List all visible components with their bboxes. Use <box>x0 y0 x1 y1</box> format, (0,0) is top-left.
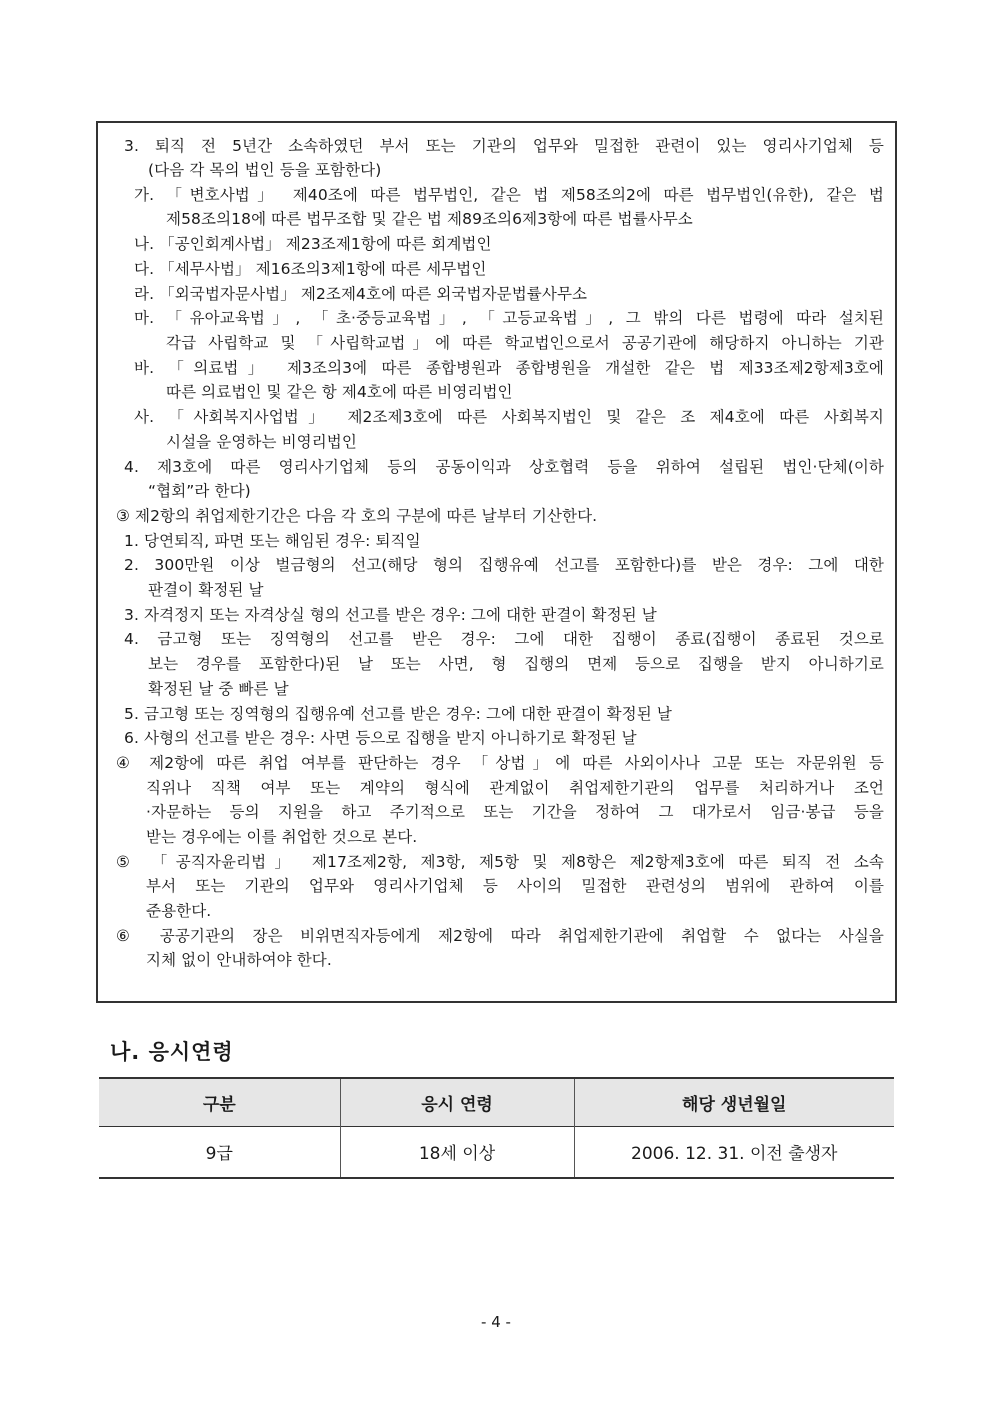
box-line: 따른 의료법인 및 같은 항 제4호에 따른 비영리법인 <box>166 383 513 401</box>
box-line: 제58조의18에 따른 법무조합 및 같은 법 제89조의6제3항에 따른 법률사무소 <box>166 210 693 228</box>
box-line: 라. 「외국법자문사법」 제2조제4호에 따른 외국법자문법률사무소 <box>134 285 588 303</box>
box-line: 4. 금고형 또는 징역형의 선고를 받은 경우: 그에 대한 집행이 종료(집행이 종료된 것으로 <box>124 630 884 648</box>
table-cell: 9급 <box>99 1126 340 1178</box>
box-line: 확정된 날 중 빠른 날 <box>148 680 289 698</box>
page-number: - 4 - <box>481 1313 511 1331</box>
box-line: 사. 「사회복지사업법」 제2조제3호에 따른 사회복지법인 및 같은 조 제4호에 따른 사회복지 <box>134 408 884 426</box>
box-line: (다음 각 목의 법인 등을 포함한다) <box>148 161 382 179</box>
table-header-row <box>99 1078 894 1126</box>
table-header-cell: 구분 <box>99 1078 340 1126</box>
table-row <box>99 1126 894 1178</box>
table-header-cell: 응시 연령 <box>340 1078 574 1126</box>
box-line: 판결이 확정된 날 <box>148 581 264 599</box>
box-line: ⑤ 「공직자윤리법」 제17조제2항, 제3항, 제5항 및 제8항은 제2항제3호에 따른 퇴직 전 소속 <box>116 853 884 871</box>
age-requirement-table <box>99 1077 894 1179</box>
box-line: ·자문하는 등의 지원을 하고 주기적으로 또는 기간을 정하여 그 대가로서 임금·봉급 등을 <box>146 803 884 821</box>
box-line: 다. 「세무사법」 제16조의3제1항에 따른 세무법인 <box>134 260 487 278</box>
table-header-cell: 해당 생년월일 <box>574 1078 894 1126</box>
box-line: 3. 퇴직 전 5년간 소속하였던 부서 또는 기관의 업무와 밀접한 관련이 있는 영리사기업체 등 <box>124 137 884 155</box>
box-line: 나. 「공인회계사법」 제23조제1항에 따른 회계법인 <box>134 235 492 253</box>
box-line: 시설을 운영하는 비영리법인 <box>166 433 357 451</box>
box-line: 바. 「의료법」 제3조의3에 따른 종합병원과 종합병원을 개설한 같은 법 제33조제2항제3호에 <box>134 359 884 377</box>
table-cell: 2006. 12. 31. 이전 출생자 <box>574 1126 894 1178</box>
box-line: ⑥ 공공기관의 장은 비위면직자등에게 제2항에 따라 취업제한기관에 취업할 수 없다는 사실을 <box>116 927 884 945</box>
box-line: ③ 제2항의 취업제한기간은 다음 각 호의 구분에 따른 날부터 기산한다. <box>116 507 598 525</box>
box-line: 직위나 직책 여부 또는 계약의 형식에 관계없이 취업제한기관의 업무를 처리하거나 조언 <box>146 779 884 797</box>
section-title: 나. 응시연령 <box>110 1040 234 1064</box>
box-line: 가. 「변호사법」 제40조에 따른 법무법인, 같은 법 제58조의2에 따른 법무법인(유한), 같은 법 <box>134 186 884 204</box>
box-line: ④ 제2항에 따른 취업 여부를 판단하는 경우 「상법」에 따른 사외이사나 고문 또는 자문위원 등 <box>116 754 884 772</box>
box-line: 보는 경우를 포함한다)된 날 또는 사면, 형 집행의 면제 등으로 집행을 받지 아니하기로 <box>148 655 884 673</box>
box-line: 부서 또는 기관의 업무와 영리사기업체 등 사이의 밀접한 관련성의 범위에 관하여 이를 <box>146 877 884 895</box>
box-line: “협회”라 한다) <box>148 482 251 500</box>
box-line: 1. 당연퇴직, 파면 또는 해임된 경우: 퇴직일 <box>124 532 421 550</box>
box-line: 준용한다. <box>146 902 212 920</box>
box-line: 마. 「유아교육법」, 「초·중등교육법」, 「고등교육법」, 그 밖의 다른 법령에 따라 설치된 <box>134 309 884 327</box>
box-line: 지체 없이 안내하여야 한다. <box>146 951 332 969</box>
box-line: 받는 경우에는 이를 취업한 것으로 본다. <box>146 828 418 846</box>
box-line: 각급 사립학교 및 「사립학교법」에 따른 학교법인으로서 공공기관에 해당하지 아니하는 기관 <box>166 334 884 352</box>
box-line: 5. 금고형 또는 징역형의 집행유예 선고를 받은 경우: 그에 대한 판결이 확정된 날 <box>124 705 672 723</box>
box-line: 6. 사형의 선고를 받은 경우: 사면 등으로 집행을 받지 아니하기로 확정된 날 <box>124 729 637 747</box>
box-line: 4. 제3호에 따른 영리사기업체 등의 공동이익과 상호협력 등을 위하여 설립된 법인·단체(이하 <box>124 458 884 476</box>
box-line: 2. 300만원 이상 벌금형의 선고(해당 형의 집행유예 선고를 포함한다)를 받은 경우: 그에 대한 <box>124 556 884 574</box>
table-cell: 18세 이상 <box>340 1126 574 1178</box>
box-line: 3. 자격정지 또는 자격상실 형의 선고를 받은 경우: 그에 대한 판결이 확정된 날 <box>124 606 657 624</box>
